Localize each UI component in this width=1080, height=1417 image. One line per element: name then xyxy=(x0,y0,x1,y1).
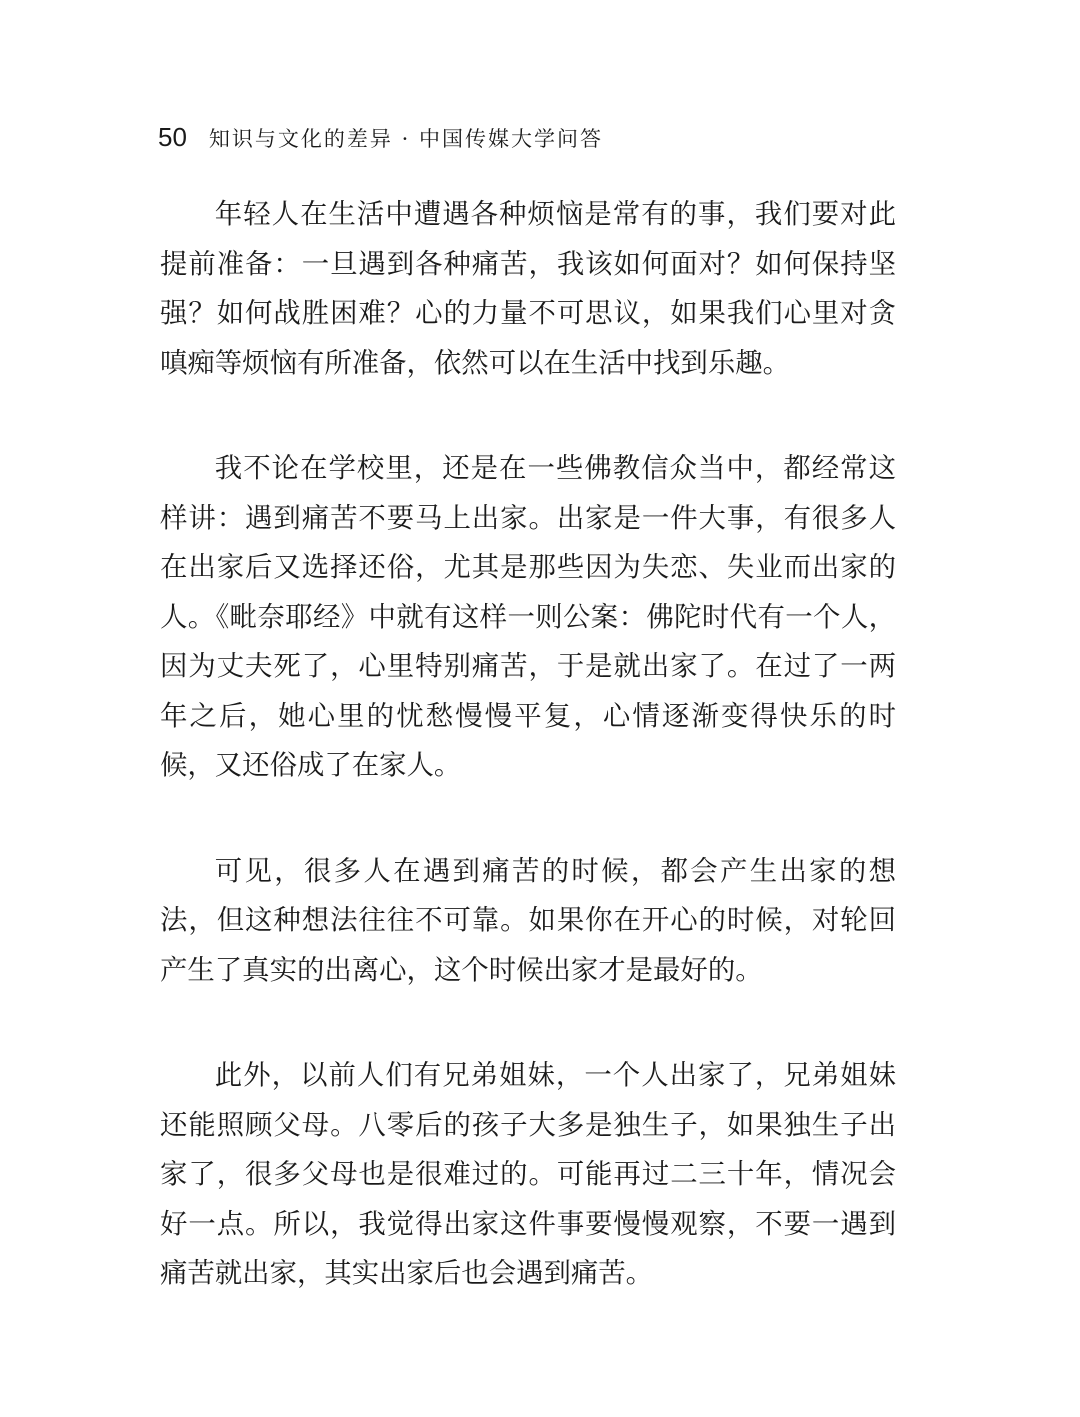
page-header xyxy=(158,122,603,158)
paragraph-4: 此外，以前人们有兄弟姐妹，一个人出家了，兄弟姐妹还能照顾父母。八零后的孩子大多是独生子，如果独生子出家了，很多父母也是很难过的。可能再过二三十年，情况会好一点。所以，我觉得出家这件事要慢慢观察，不要一遇到痛苦就出家，其实出家后也会遇到痛苦。 xyxy=(160,1060,896,1289)
paragraph-2: 我不论在学校里，还是在一些佛教信众当中，都经常这样讲：遇到痛苦不要马上出家。出家是一件大事，有很多人在出家后又选择还俗，尤其是那些因为失恋、失业而出家的人。《毗奈耶经》中就有这样一则公案：佛陀时代有一个人，因为丈夫死了，心里特别痛苦，于是就出家了。在过了一两年之后，她心里的忧愁慢慢平复，心情逐渐变得快乐的时候，又还俗成了在家人。 xyxy=(160,453,896,781)
paragraph-3: 可见，很多人在遇到痛苦的时候，都会产生出家的想法，但这种想法往往不可靠。如果你在开心的时候，对轮回产生了真实的出离心，这个时候出家才是最好的。 xyxy=(160,855,896,986)
running-head: 知识与文化的差异 · 中国传媒大学问答 xyxy=(208,127,603,151)
page-number: 50 xyxy=(158,122,187,152)
paragraph-1: 年轻人在生活中遭遇各种烦恼是常有的事，我们要对此提前准备：一旦遇到各种痛苦，我该如何面对？如何保持坚强？如何战胜困难？心的力量不可思议，如果我们心里对贪嗔痴等烦恼有所准备，依然可以在生活中找到乐趣。 xyxy=(160,199,896,379)
body-text xyxy=(160,190,896,1299)
